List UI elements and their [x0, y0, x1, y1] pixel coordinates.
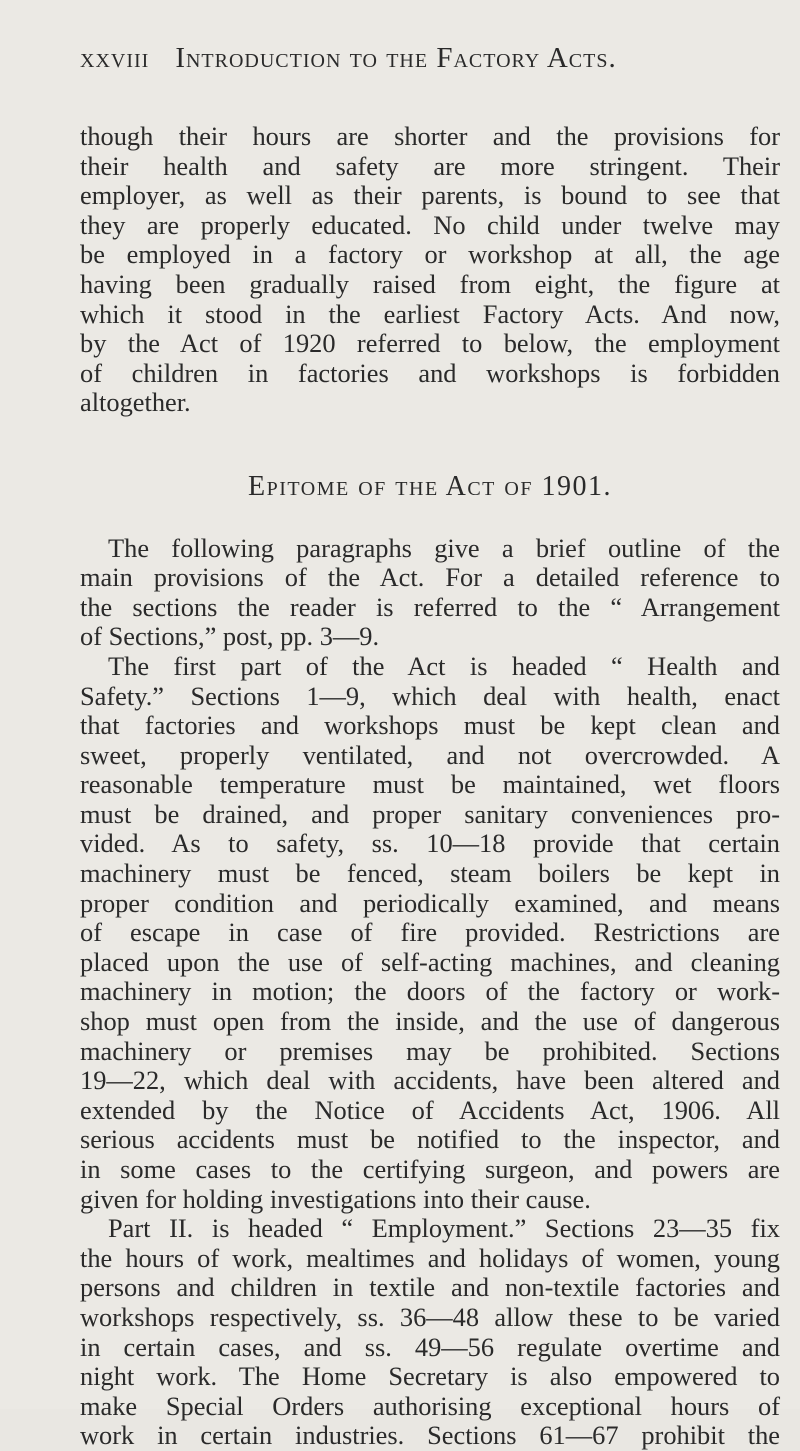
- text-line: employer, as well as their parents, is bound to see that: [80, 180, 780, 211]
- page-number: xxviii: [80, 42, 150, 74]
- text-line: shop must open from the inside, and the use of dangerous: [80, 1006, 780, 1037]
- text-line: in some cases to the certifying surgeon, and powers are: [80, 1154, 780, 1184]
- text-line: altogether.: [80, 387, 191, 418]
- text-line: given for holding investigations into their cause.: [80, 1183, 591, 1214]
- text-line: which it stood in the earliest Factory Acts. And now,: [80, 298, 780, 329]
- text-line: make Special Orders authorising exceptional hours of: [80, 1390, 780, 1421]
- text-line: main provisions of the Act. For a detailed reference to: [80, 562, 780, 593]
- text-line: their health and safety are more stringent. Their: [80, 150, 780, 181]
- text-line: work in certain industries. Sections 61—67 prohibit the: [80, 1420, 780, 1451]
- text-line: placed upon the use of self-acting machines, and cleaning: [80, 946, 780, 977]
- text-line: though their hours are shorter and the provisions for: [80, 121, 780, 151]
- text-line: having been gradually raised from eight, the figure at: [80, 268, 780, 299]
- paragraph-part-two: [80, 1214, 780, 1451]
- text-line: machinery in motion; the doors of the factory or work-: [80, 976, 780, 1007]
- paragraph-outline: [80, 534, 780, 652]
- text-line: persons and children in textile and non-textile factories and: [80, 1272, 780, 1303]
- text-line: extended by the Notice of Accidents Act, 1906. All: [80, 1094, 780, 1125]
- text-line: that factories and workshops must be kept clean and: [80, 710, 780, 741]
- text-line: proper condition and periodically examined, and means: [80, 887, 780, 918]
- text-line: the sections the reader is referred to the “ Arrangement: [80, 591, 780, 622]
- text-line: be employed in a factory or workshop at all, the age: [80, 239, 780, 270]
- text-line: by the Act of 1920 referred to below, the employment: [80, 328, 780, 359]
- text-line: Safety.” Sections 1—9, which deal with health, enact: [80, 680, 780, 711]
- paragraph-intro: [80, 122, 780, 418]
- running-head: [80, 42, 780, 75]
- text-line: sweet, properly ventilated, and not overcrowded. A: [80, 739, 780, 770]
- text-line: The following paragraphs give a brief outline of the: [108, 532, 780, 563]
- section-heading: Epitome of the Act of 1901.: [248, 470, 612, 502]
- text-line: The first part of the Act is headed “ Health and: [108, 650, 780, 681]
- text-line: in certain cases, and ss. 49—56 regulate overtime and: [80, 1331, 780, 1362]
- text-line: vided. As to safety, ss. 10—18 provide that certain: [80, 828, 780, 859]
- text-line: 19—22, which deal with accidents, have been altered and: [80, 1065, 780, 1096]
- text-line: serious accidents must be notified to the inspector, and: [80, 1124, 780, 1155]
- text-line: machinery must be fenced, steam boilers be kept in: [80, 858, 780, 889]
- text-line: must be drained, and proper sanitary conveniences pro-: [80, 798, 780, 829]
- paragraph-part-one: [80, 652, 780, 1214]
- body-text: [80, 122, 780, 1451]
- text-line: the hours of work, mealtimes and holidays of women, young: [80, 1242, 780, 1273]
- text-line: workshops respectively, ss. 36—48 allow these to be varied: [80, 1301, 780, 1332]
- text-line: night work. The Home Secretary is also empowered to: [80, 1361, 780, 1392]
- text-line: reasonable temperature must be maintained, wet floors: [80, 769, 780, 800]
- text-line: of Sections,” post, pp. 3—9.: [80, 621, 380, 652]
- text-line: they are properly educated. No child under twelve may: [80, 209, 780, 240]
- text-line: of escape in case of fire provided. Restrictions are: [80, 917, 780, 948]
- text-line: Part II. is headed “ Employment.” Sections 23—35 fix: [108, 1213, 780, 1244]
- running-title: Introduction to the Factory Acts.: [175, 42, 617, 74]
- text-line: of children in factories and workshops is forbidden: [80, 357, 780, 388]
- text-line: machinery or premises may be prohibited. Sections: [80, 1035, 780, 1066]
